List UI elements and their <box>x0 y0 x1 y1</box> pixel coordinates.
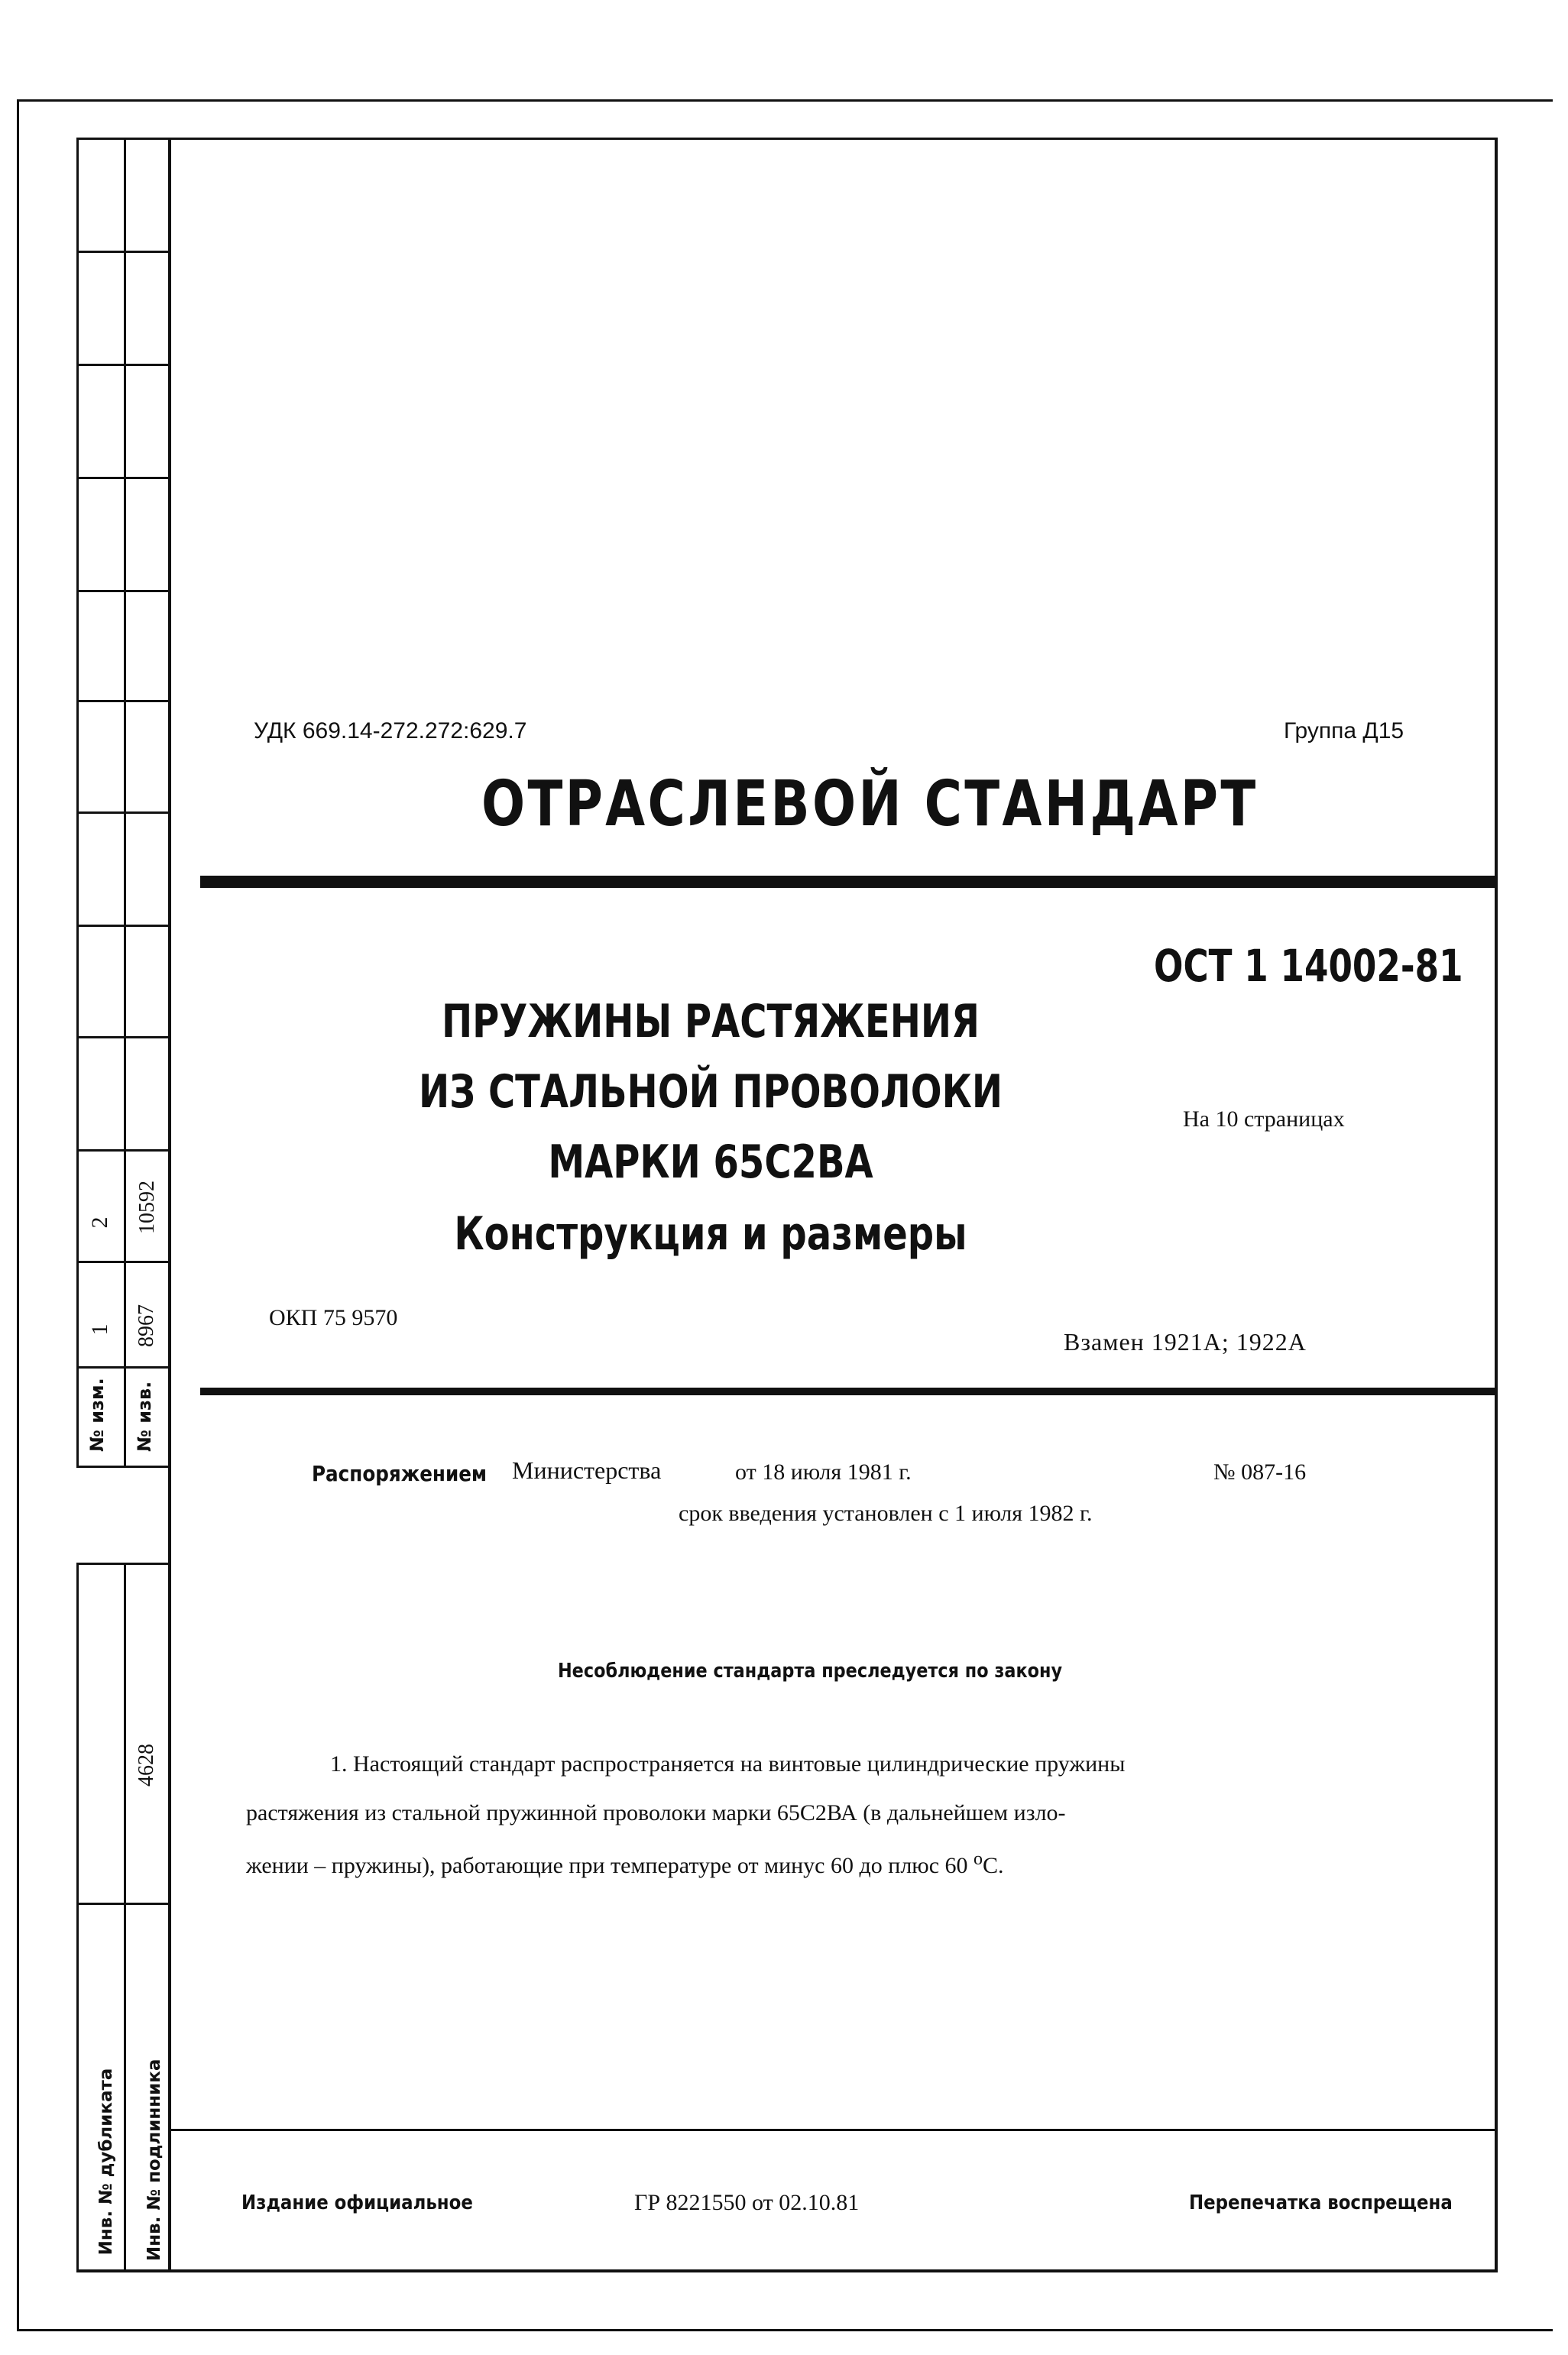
side-izm-1: 1 <box>87 1323 112 1336</box>
side-row-divider <box>76 1366 170 1369</box>
side-dubl-label: Инв. № дубликата <box>96 2068 116 2256</box>
replaces: Взамен 1921А; 1922А <box>1064 1328 1307 1356</box>
side-col-left-lower <box>76 1563 79 2272</box>
outer-frame-left <box>17 99 19 2331</box>
side-row-divider <box>76 925 170 927</box>
standard-type: ОТРАСЛЕВОЙ СТАНДАРТ <box>481 768 1259 841</box>
thick-rule-top <box>200 876 1496 888</box>
side-row-divider <box>76 1261 170 1263</box>
title-line-2: ИЗ СТАЛЬНОЙ ПРОВОЛОКИ <box>418 1065 1003 1119</box>
side-izm-2: 2 <box>87 1216 112 1229</box>
udk-code: УДК 669.14-272.272:629.7 <box>254 718 527 743</box>
side-izv-label: № изв. <box>134 1381 155 1452</box>
footer-reprint: Перепечатка воспрещена <box>1189 2191 1453 2214</box>
title-line-1: ПРУЖИНЫ РАСТЯЖЕНИЯ <box>441 995 980 1048</box>
order-date: от 18 июля 1981 г. <box>735 1459 912 1485</box>
order-label: Распоряжением <box>312 1461 488 1486</box>
title-line-4: Конструкция и размеры <box>454 1207 967 1261</box>
side-row-divider <box>76 811 170 814</box>
degree-sign: о <box>974 1849 983 1869</box>
order-number: № 087-16 <box>1213 1459 1307 1485</box>
main-frame-right <box>1495 138 1498 2272</box>
body-line-1: 1. Настоящий стандарт распространяется на винтовые цилиндрические пружины <box>330 1751 1126 1777</box>
body-line-3-end: С. <box>983 1853 1004 1878</box>
main-frame-bottom <box>76 2269 1498 2272</box>
side-col-mid <box>124 138 126 1467</box>
okp-code: ОКП 75 9570 <box>269 1305 398 1330</box>
side-row-divider <box>76 1903 170 1905</box>
side-col-left <box>76 138 79 1467</box>
side-col-mid-lower <box>124 1563 126 2272</box>
outer-frame-bottom <box>17 2329 1553 2331</box>
pages-count: На 10 страницах <box>1183 1106 1345 1132</box>
body-line-2: растяжения из стальной пружинной проволоки марки 65С2ВА (в дальнейшем изло- <box>246 1800 1066 1825</box>
ost-designation: ОСТ 1 14002-81 <box>1154 940 1463 992</box>
order-effective: срок введения установлен с 1 июля 1982 г. <box>679 1501 1093 1526</box>
body-line-3 <box>246 1849 1004 1879</box>
main-frame-left <box>168 138 171 2272</box>
side-row-divider <box>76 251 170 253</box>
footer-official: Издание официальное <box>241 2191 473 2214</box>
side-row-divider <box>76 1563 170 1565</box>
legal-warning: Несоблюдение стандарта преследуется по закону <box>557 1660 1063 1683</box>
footer-registration: ГР 8221550 от 02.10.81 <box>634 2190 860 2215</box>
order-ministry: Министерства <box>512 1456 662 1484</box>
side-izm-label: № изм. <box>86 1378 108 1452</box>
side-row-divider <box>76 590 170 592</box>
side-izv-1: 8967 <box>134 1304 158 1347</box>
thick-rule-bottom <box>200 1388 1496 1395</box>
side-podl-value: 4628 <box>134 1744 158 1786</box>
side-row-divider <box>76 700 170 702</box>
side-podl-label: Инв. № подлинника <box>144 2059 164 2261</box>
footer-rule <box>170 2129 1496 2131</box>
outer-frame-top <box>17 99 1553 102</box>
side-row-divider <box>76 477 170 479</box>
body-line-3-text: жении – пружины), работающие при температуре от минус 60 до плюс 60 <box>246 1853 974 1878</box>
group-code: Группа Д15 <box>1284 718 1404 743</box>
side-row-divider <box>76 1466 170 1468</box>
side-row-divider <box>76 1149 170 1152</box>
side-izv-2: 10592 <box>135 1181 159 1234</box>
side-row-divider <box>76 364 170 366</box>
side-row-divider <box>76 1036 170 1038</box>
title-line-3: МАРКИ 65С2ВА <box>548 1135 873 1189</box>
main-frame-top <box>76 138 1496 140</box>
